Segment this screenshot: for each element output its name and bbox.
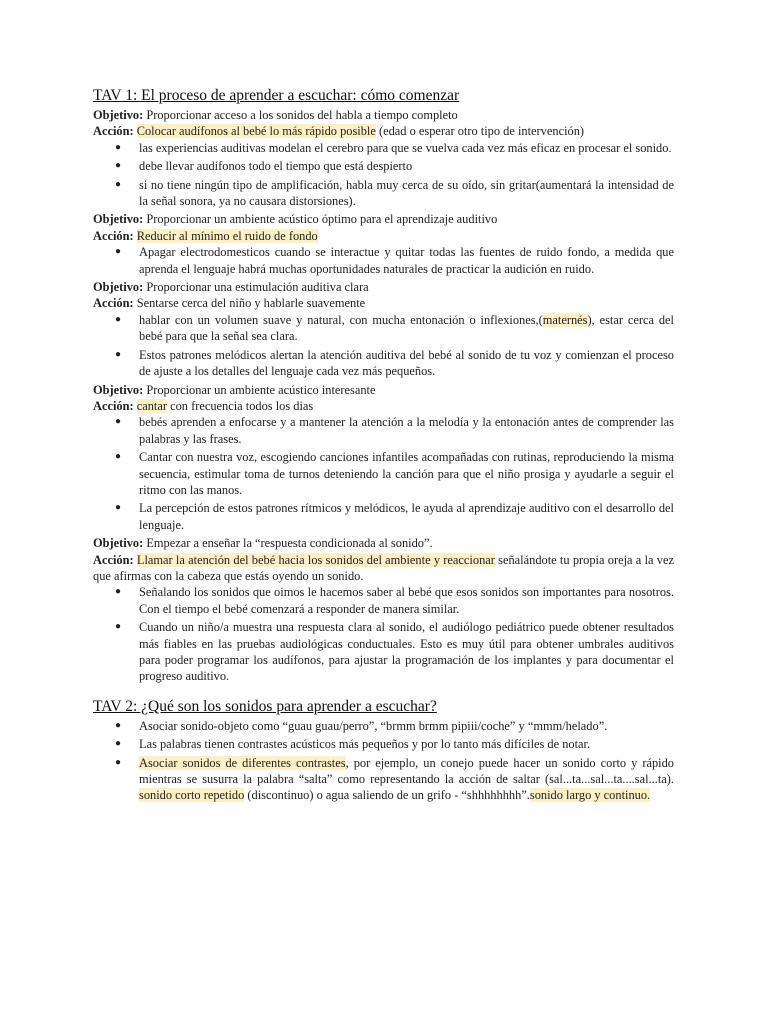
action-text: con frecuencia todos los dias (166, 398, 314, 413)
action-label: Acción: (93, 296, 134, 311)
objective-text: Proporcionar acceso a los sonidos del habla a tiempo completo (143, 108, 458, 122)
list-item (93, 347, 674, 380)
bullet-list (93, 584, 674, 684)
list-item-text: Asociar sonido-objeto como “guau guau/perro”, “brmm brmm pipiii/coche” y “mmm/helado”. (139, 718, 608, 733)
bullet-icon: ● (115, 719, 122, 731)
list-item-text: debe llevar audífonos todo el tiempo que está despierto (139, 159, 413, 174)
objective-text: Proporcionar un ambiente acústico óptimo para el aprendizaje auditivo (143, 212, 498, 227)
highlighted-text: sonido corto repetido (139, 788, 245, 803)
list-item (93, 158, 674, 174)
list-item-text: , por ejemplo, un conejo puede hacer un sonido corto y rápido mientras se susurra la palabra “salta” como representando la acción de saltar (sal...ta...sal...ta....sal...ta). (139, 755, 674, 787)
section-1-blocks (93, 107, 674, 685)
objective-line (93, 107, 674, 123)
action-line (93, 123, 674, 139)
highlighted-text: cantar (136, 398, 167, 413)
list-item (93, 736, 674, 752)
objective-line (93, 382, 674, 398)
list-item-text: Estos patrones melódicos alertan la atención auditiva del bebé al sonido de tu voz y comienzan el proceso de ajuste a los detalles del lenguaje cada vez más pequeños. (139, 347, 674, 379)
objective-label: Objetivo: (93, 212, 144, 227)
document-content (93, 86, 674, 806)
bullet-icon: ● (115, 141, 122, 153)
bullet-icon: ● (115, 416, 122, 428)
action-line (93, 552, 674, 585)
highlighted-text: Colocar audífonos al bebé lo más rápido posible (136, 124, 376, 139)
action-text: (edad o esperar otro tipo de intervención) (375, 124, 585, 139)
list-item (93, 449, 674, 498)
bullet-icon: ● (115, 348, 122, 360)
bullet-icon: ● (115, 178, 122, 190)
objective-label: Objetivo: (93, 108, 144, 122)
list-item (93, 718, 674, 734)
list-item (93, 755, 674, 804)
action-label: Acción: (93, 398, 134, 413)
bullet-icon: ● (115, 313, 122, 325)
bullet-list (93, 414, 674, 533)
objective-line (93, 211, 674, 227)
list-item-text: La percepción de estos patrones rítmicos y melódicos, le ayuda al aprendizaje auditivo con el desarrollo del lenguaje. (139, 501, 674, 532)
bullet-icon: ● (115, 246, 122, 258)
bullet-list (93, 244, 674, 277)
list-item-text: Las palabras tienen contrastes acústicos más pequeños y por lo tanto más difíciles de notar. (139, 737, 591, 752)
bullet-icon: ● (115, 502, 122, 514)
objective-text: Proporcionar una estimulación auditiva clara (143, 280, 369, 295)
highlighted-text: Llamar la atención del bebé hacia los sonidos del ambiente y reaccionar (136, 552, 495, 567)
list-item (93, 140, 674, 156)
list-item (93, 619, 674, 685)
bullet-icon: ● (115, 756, 122, 768)
bullet-icon: ● (115, 586, 122, 598)
objective-text: Proporcionar un ambiente acústico interesante (143, 382, 376, 397)
highlighted-text: Asociar sonidos de diferentes contrastes (139, 755, 346, 770)
section-2-bullet-list (93, 718, 674, 804)
objective-label: Objetivo: (93, 280, 144, 295)
objective-label: Objetivo: (93, 382, 144, 397)
list-item (93, 244, 674, 277)
action-line (93, 228, 674, 244)
list-item (93, 584, 674, 617)
list-item (93, 414, 674, 447)
objective-text: Empezar a enseñar la “respuesta condicionada al sonido”. (143, 536, 433, 551)
list-item-text: bebés aprenden a enfocarse y a mantener la atención a la melodía y la entonación antes de comprender las palabras y las frases. (139, 415, 674, 446)
list-item-text: las experiencias auditivas modelan el cerebro para que se vuelva cada vez más eficaz en procesar el sonido. (139, 140, 672, 155)
action-label: Acción: (93, 552, 134, 567)
list-item-text: Apagar electrodomesticos cuando se interactue y quitar todas las fuentes de ruido fondo, a medida que aprenda el lenguaje habrá muchas oportunidades naturales de practicar la audición en ruido. (139, 245, 674, 276)
list-item-text: Señalando los sonidos que oimos le hacemos saber al bebé que esos sonidos son importantes para nosotros. Con el tiempo el bebé comenzará a responder de manera similar. (139, 585, 674, 616)
bullet-list (93, 312, 674, 380)
objective-line (93, 279, 674, 295)
highlighted-text: sonido largo y continuo. (529, 788, 651, 803)
action-label: Acción: (93, 228, 134, 243)
bullet-icon: ● (115, 160, 122, 172)
section-1-title: TAV 1: El proceso de aprender a escuchar: cómo comenzar (93, 87, 460, 104)
action-line (93, 398, 674, 414)
action-line (93, 295, 674, 311)
list-item (93, 177, 674, 210)
objective-line (93, 535, 674, 551)
list-item-text: (discontinuo) o agua saliendo de un grifo - “shhhhhhhh”. (244, 788, 530, 803)
action-text: Sentarse cerca del niño y hablarle suavemente (133, 296, 366, 311)
list-item-text: hablar con un volumen suave y natural, con mucha entonación o inflexiones,(maternés), estar cerca del bebé para que la señal sea clara. (139, 312, 674, 344)
bullet-icon: ● (115, 621, 122, 633)
action-text: señalándote tu propia oreja a la vez que afirmas con la cabeza que estás oyendo un sonido. (93, 552, 674, 583)
list-item-text: si no tiene ningún tipo de amplificación, habla muy cerca de su oído, sin gritar(aumentará la intensidad de la señal sonora, ya no causara distorsiones). (139, 177, 674, 209)
action-label: Acción: (93, 124, 134, 139)
highlighted-text: maternés (542, 312, 588, 327)
bullet-list (93, 140, 674, 210)
bullet-icon: ● (115, 738, 122, 750)
list-item-text: Cuando un niño/a muestra una respuesta clara al sonido, el audiólogo pediátrico puede obtener resultados más fiables en las pruebas audiológicas conductuales. Esto es muy útil para obtener umbrales auditivos para poder programar los audífonos, para ajustar la programación de los implantes y para documentar el progreso auditivo. (139, 620, 674, 684)
list-item (93, 500, 674, 533)
section-2-title: TAV 2: ¿Qué son los sonidos para aprender a escuchar? (93, 697, 437, 715)
list-item (93, 312, 674, 345)
highlighted-text: Reducir al mínimo el ruido de fondo (136, 228, 318, 243)
list-item-text: Cantar con nuestra voz, escogiendo canciones infantiles acompañadas con rutinas, reproduciendo la misma secuencia, estimular toma de turnos deteniendo la canción para que el niño prosiga y ayudarle a seguir el ritmo con las manos. (139, 450, 674, 497)
objective-label: Objetivo: (93, 536, 144, 551)
bullet-icon: ● (115, 451, 122, 463)
